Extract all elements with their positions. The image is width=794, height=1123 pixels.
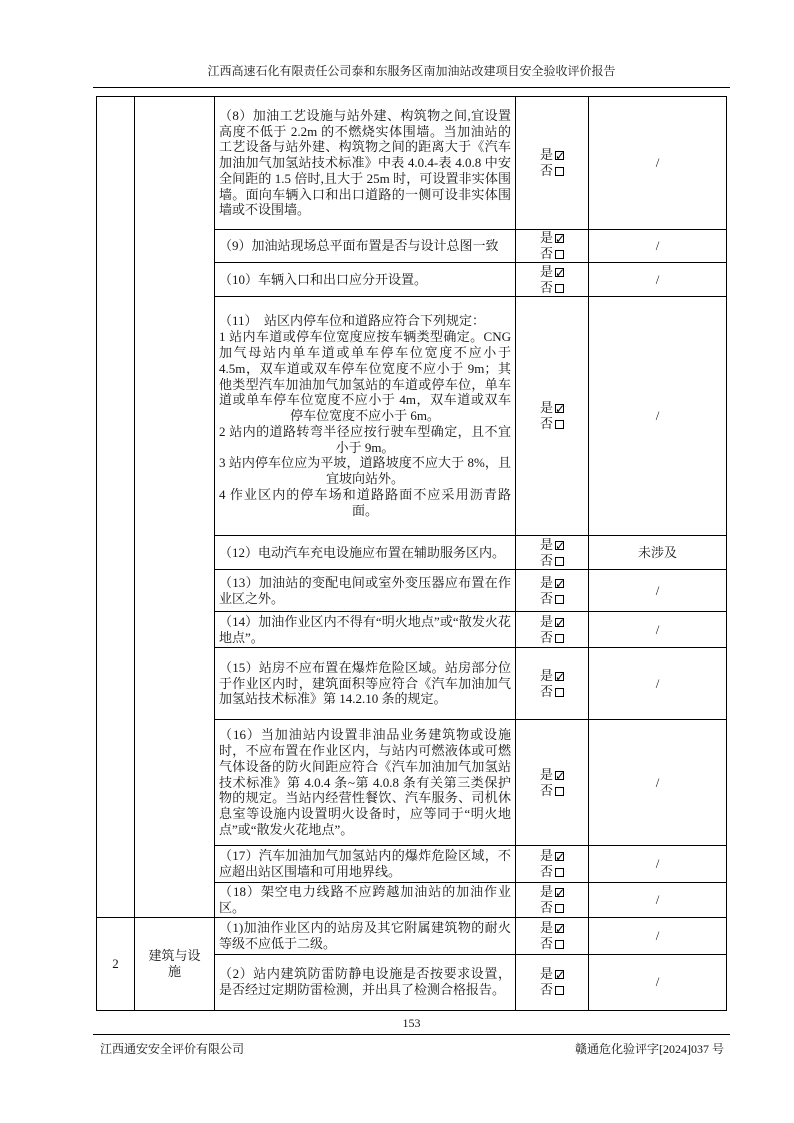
- checkbox-group: [540, 264, 564, 296]
- table-row: [97, 917, 727, 954]
- checkbox-unchecked-icon: [555, 940, 564, 949]
- checkbox-unchecked-icon: [555, 595, 564, 604]
- requirement-text: （13）加油站的变配电间或室外变压器应布置在作业区之外。: [219, 574, 511, 606]
- checkbox-unchecked-icon: [555, 868, 564, 877]
- yes-checkbox-line: [540, 767, 564, 783]
- checkbox-group: [540, 537, 564, 569]
- yes-checkbox-line: [540, 920, 564, 936]
- no-label: 否: [539, 683, 553, 699]
- checkbox-group: [540, 614, 564, 646]
- checkbox-checked-icon: [555, 924, 564, 933]
- result-cell: /: [589, 648, 727, 720]
- requirement-text: 1 站内车道或停车位宽度应按车辆类型确定。CNG 加气母站内单车道或单车停车位宽度不应小于 4.5m，双车道或双车停车位宽度不应小于 9m；其他类型汽车加油加气加氢站的车道或停车位，单车道或单车停车位宽度不应小于 4m，双车道或双车停车位宽度不应小于 6m。: [219, 329, 511, 424]
- checklist-body: [97, 97, 727, 1011]
- no-checkbox-line: [540, 936, 564, 952]
- category-cell: [135, 97, 215, 918]
- conformity-cell: [516, 536, 589, 570]
- result-cell: /: [589, 297, 727, 536]
- checkbox-unchecked-icon: [555, 167, 564, 176]
- yes-checkbox-line: [540, 848, 564, 864]
- checkbox-group: [540, 848, 564, 880]
- checkbox-checked-icon: [555, 888, 564, 897]
- serial-cell: 2: [97, 917, 135, 1010]
- yes-label: 是: [539, 263, 553, 279]
- checkbox-checked-icon: [555, 618, 564, 627]
- no-label: 否: [539, 416, 553, 431]
- no-label: 否: [539, 782, 553, 798]
- requirement-text: （17）汽车加油加气加氢站内的爆炸危险区域，不应超出站区围墙和可用地界线。: [219, 848, 511, 879]
- result-cell: 未涉及: [589, 536, 727, 570]
- conformity-cell: [516, 263, 589, 297]
- footer-doc-number: 赣通危化验评字[2024]037 号: [575, 1042, 724, 1056]
- category-label: 建筑与设施: [148, 947, 201, 979]
- checkbox-checked-icon: [555, 970, 564, 979]
- requirement-cell: [215, 917, 516, 954]
- conformity-cell: [516, 917, 589, 954]
- conformity-cell: [516, 954, 589, 1010]
- requirement-text: （10）车辆入口和出口应分开设置。: [219, 271, 428, 287]
- result-cell: /: [589, 570, 727, 612]
- checkbox-group: [540, 575, 564, 607]
- conformity-cell: [516, 883, 589, 918]
- checkbox-group: [540, 884, 564, 916]
- checkbox-unchecked-icon: [555, 634, 564, 643]
- yes-checkbox-line: [540, 884, 564, 900]
- requirement-cell: [215, 846, 516, 883]
- no-checkbox-line: [540, 684, 564, 700]
- requirement-text: （15）站房不应布置在爆炸危险区域。站房部分位于作业区内时，建筑面积等应符合《汽车加油加气加氢站技术标准》第 14.2.10 条的规定。: [219, 659, 511, 707]
- conformity-cell: [516, 720, 589, 846]
- no-label: 否: [539, 899, 553, 915]
- conformity-cell: [516, 230, 589, 263]
- no-label: 否: [539, 629, 553, 645]
- checkbox-checked-icon: [555, 541, 564, 550]
- yes-label: 是: [539, 536, 553, 552]
- yes-label: 是: [539, 883, 553, 899]
- requirement-text: （2）站内建筑防雷防静电设施是否按要求设置，是否经过定期防雷检测，并出具了检测合格报告。: [219, 966, 511, 998]
- yes-label: 是: [539, 966, 553, 982]
- footer-divider: [93, 1034, 730, 1035]
- footer-company: 江西通安安全评价有限公司: [100, 1042, 245, 1056]
- checkbox-group: [540, 920, 564, 952]
- conformity-cell: [516, 648, 589, 720]
- checkbox-unchecked-icon: [555, 420, 564, 429]
- no-checkbox-line: [540, 982, 564, 998]
- no-label: 否: [539, 552, 553, 568]
- checkbox-group: [540, 767, 564, 799]
- yes-label: 是: [539, 400, 553, 415]
- no-checkbox-line: [540, 591, 564, 607]
- no-label: 否: [539, 163, 553, 178]
- yes-label: 是: [539, 919, 553, 935]
- result-cell: /: [589, 612, 727, 648]
- checkbox-group: [540, 400, 564, 432]
- checkbox-checked-icon: [555, 404, 564, 413]
- conformity-cell: [516, 612, 589, 648]
- checkbox-checked-icon: [555, 151, 564, 160]
- no-label: 否: [539, 935, 553, 951]
- checkbox-checked-icon: [555, 852, 564, 861]
- requirement-cell: [215, 883, 516, 918]
- requirement-text: （1)加油作业区内的站房及其它附属建筑物的耐火等级不应低于二级。: [219, 919, 511, 951]
- no-label: 否: [539, 864, 553, 879]
- requirement-text: （9）加油站现场总平面布置是否与设计总图一致: [219, 238, 499, 254]
- conformity-cell: [516, 570, 589, 612]
- checkbox-group: [540, 668, 564, 700]
- no-label: 否: [539, 246, 553, 261]
- yes-checkbox-line: [540, 230, 564, 246]
- page-header-title: 江西高速石化有限责任公司泰和东服务区南加油站改建项目安全验收评价报告: [207, 64, 616, 78]
- requirement-text: 2 站内的道路转弯半径应按行驶车型确定，且不宜小于 9m。: [219, 423, 511, 455]
- requirement-text: （12）电动汽车充电设施应布置在辅助服务区内。: [219, 544, 506, 560]
- requirement-text: 4 作业区内的停车场和道路路面不应采用沥青路面。: [219, 487, 511, 518]
- checkbox-unchecked-icon: [555, 986, 564, 995]
- yes-label: 是: [539, 574, 553, 590]
- yes-checkbox-line: [540, 537, 564, 553]
- checkbox-checked-icon: [555, 579, 564, 588]
- requirement-cell: [215, 263, 516, 297]
- result-cell: /: [589, 954, 727, 1010]
- result-cell: /: [589, 230, 727, 263]
- no-label: 否: [539, 279, 553, 295]
- no-label: 否: [539, 590, 553, 606]
- result-cell: /: [589, 883, 727, 918]
- checkbox-unchecked-icon: [555, 787, 564, 796]
- conformity-cell: [516, 846, 589, 883]
- no-checkbox-line: [540, 783, 564, 799]
- requirement-text: （16）当加油站内设置非油品业务建筑物或设施时，不应布置在作业区内，与站内可燃液体或可燃气体设备的防火间距应符合《汽车加油加气加氢站技术标准》第 4.0.4 条~第 4.0.8 条有关第三类保护物的规定。当站内经营性餐饮、汽车服务、司机休息室等设施内设置明火设备时，应等同于“明火地点”或“散发火花地点”。: [219, 727, 511, 837]
- requirement-text: （18）架空电力线路不应跨越加油站的加油作业区。: [219, 884, 511, 915]
- requirement-cell: [215, 648, 516, 720]
- requirement-cell: [215, 570, 516, 612]
- checkbox-group: [540, 147, 564, 179]
- category-cell: [135, 917, 215, 1010]
- requirement-cell: [215, 536, 516, 570]
- checkbox-group: [540, 966, 564, 998]
- requirement-cell: [215, 954, 516, 1010]
- yes-label: 是: [539, 230, 553, 245]
- no-checkbox-line: [540, 553, 564, 569]
- yes-label: 是: [539, 147, 553, 162]
- checkbox-unchecked-icon: [555, 688, 564, 697]
- page-number: 153: [402, 1016, 421, 1030]
- yes-checkbox-line: [540, 575, 564, 591]
- checkbox-unchecked-icon: [555, 557, 564, 566]
- no-checkbox-line: [540, 246, 564, 262]
- checkbox-checked-icon: [555, 234, 564, 243]
- requirement-cell: [215, 230, 516, 263]
- requirement-cell: [215, 297, 516, 536]
- yes-checkbox-line: [540, 264, 564, 280]
- result-cell: /: [589, 917, 727, 954]
- yes-label: 是: [539, 766, 553, 782]
- no-checkbox-line: [540, 163, 564, 179]
- no-checkbox-line: [540, 864, 564, 880]
- yes-label: 是: [539, 667, 553, 683]
- conformity-cell: [516, 97, 589, 230]
- yes-checkbox-line: [540, 614, 564, 630]
- no-checkbox-line: [540, 416, 564, 432]
- no-checkbox-line: [540, 280, 564, 296]
- serial-cell: [97, 97, 135, 918]
- result-cell: /: [589, 97, 727, 230]
- checkbox-unchecked-icon: [555, 250, 564, 259]
- checkbox-checked-icon: [555, 771, 564, 780]
- no-label: 否: [539, 982, 553, 998]
- requirement-text: （8）加油工艺设施与站外建、构筑物之间,宜设置高度不低于 2.2m 的不燃烧实体围墙。当加油站的工艺设备与站外建、构筑物之间的距离大于《汽车加油加气加氢站技术标准》中表 4.0.4-表 4.0.8 中安全间距的 1.5 倍时,且大于 25m 时，可设置非实体围墙。面向车辆入口和出口道路的一侧可设非实体围墙或不设围墙。: [219, 107, 511, 218]
- yes-label: 是: [539, 613, 553, 629]
- requirement-cell: [215, 720, 516, 846]
- checkbox-group: [540, 230, 564, 262]
- no-checkbox-line: [540, 900, 564, 916]
- yes-checkbox-line: [540, 966, 564, 982]
- requirement-cell: [215, 97, 516, 230]
- header-divider: [93, 87, 730, 88]
- result-cell: /: [589, 263, 727, 297]
- checkbox-checked-icon: [555, 672, 564, 681]
- result-cell: /: [589, 846, 727, 883]
- yes-checkbox-line: [540, 668, 564, 684]
- checkbox-checked-icon: [555, 268, 564, 277]
- conformity-cell: [516, 297, 589, 536]
- no-checkbox-line: [540, 630, 564, 646]
- table-row: [97, 97, 727, 230]
- requirement-text: （14）加油作业区内不得有“明火地点”或“散发火花地点”。: [219, 613, 511, 645]
- yes-checkbox-line: [540, 147, 564, 163]
- result-cell: /: [589, 720, 727, 846]
- yes-label: 是: [539, 848, 553, 863]
- yes-checkbox-line: [540, 400, 564, 416]
- checkbox-unchecked-icon: [555, 284, 564, 293]
- requirement-cell: [215, 612, 516, 648]
- checkbox-unchecked-icon: [555, 904, 564, 913]
- requirement-text: （11） 站区内停车位和道路应符合下列规定：: [219, 313, 486, 329]
- requirement-text: 3 站内停车位应为平坡，道路坡度不应大于 8%，且宜坡向站外。: [219, 455, 511, 487]
- safety-checklist-table: [96, 96, 727, 1011]
